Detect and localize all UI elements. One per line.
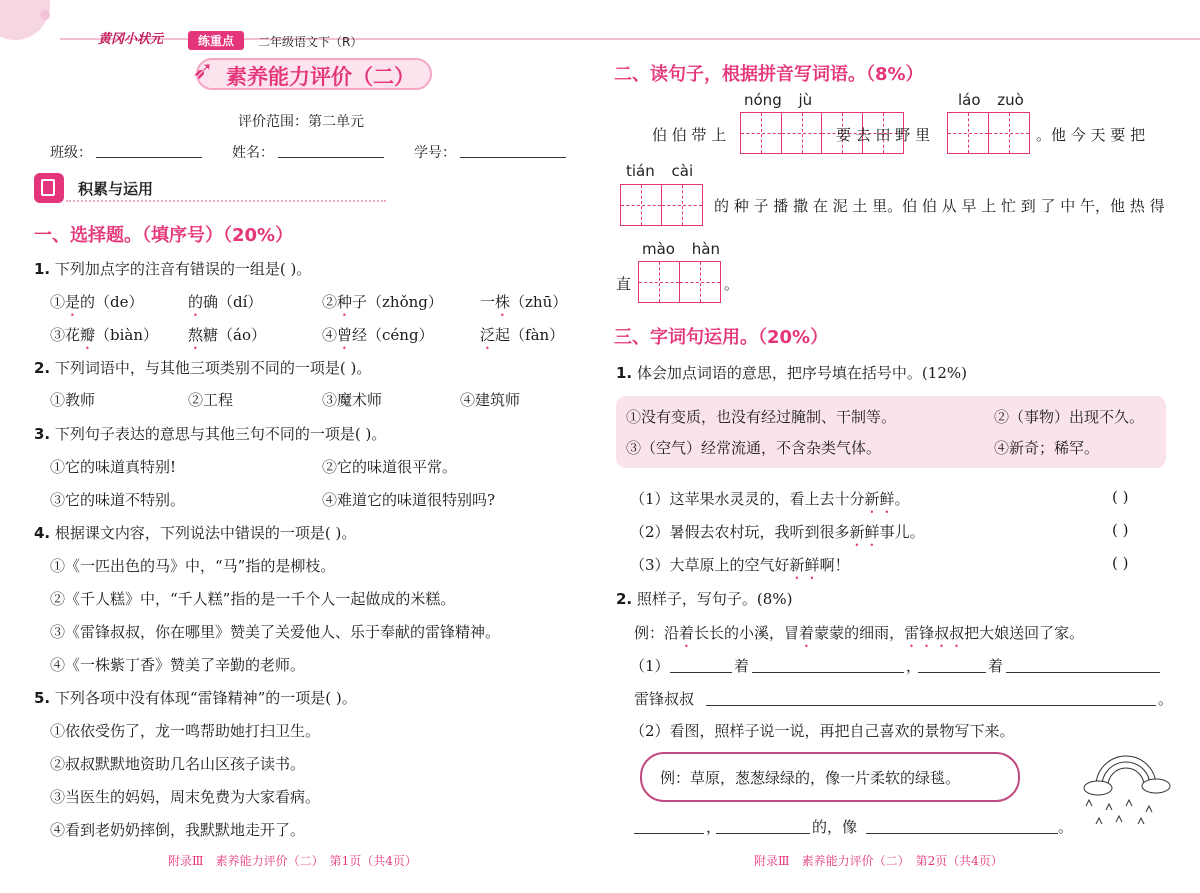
def-1: ①没有变质，也没有经过腌制、干制等。 — [626, 408, 897, 426]
badge: 练重点 — [188, 31, 244, 50]
q1-opt-3b: 熬糖（áo） — [188, 326, 266, 344]
example-sentence: 例：沿着长长的小溪，冒着蒙蒙的细雨，雷锋叔叔把大娘送回了家。 — [634, 624, 1085, 642]
page-title: 素养能力评价（二） — [226, 65, 415, 89]
line3-blank-1[interactable] — [634, 816, 704, 834]
line1-a: （1） — [630, 657, 670, 675]
line2-end: 。 — [1158, 690, 1174, 708]
q3-opt-4[interactable]: ④难道它的味道很特别吗? — [322, 491, 496, 509]
line3-c: 的，像 — [812, 818, 858, 836]
q1-stem: 1. 下列加点字的注音有错误的一组是( )。 — [34, 260, 312, 278]
id-label: 学号： — [414, 145, 456, 161]
s1-part-b: 要 去 田 野 里 — [836, 126, 931, 144]
s3-part-a: 直 — [616, 275, 632, 293]
pinyin-2: láo zuò — [958, 91, 1024, 109]
line2-blank[interactable] — [706, 688, 1156, 706]
left-footer: 附录Ⅲ 素养能力评价（二） 第1页（共4页） — [168, 854, 417, 868]
tian-group-2[interactable] — [947, 112, 1030, 158]
scroll-text: 例：草原，葱葱绿绿的，像一片柔软的绿毯。 — [660, 769, 961, 787]
tian-group-3[interactable] — [620, 184, 703, 230]
q1-opt-1b: 的确（dí） — [188, 293, 263, 311]
book-icon-inner — [41, 179, 55, 196]
q2-opt-1[interactable]: ①教师 — [50, 391, 96, 409]
q1-opt-4b: 泛起（fàn） — [480, 326, 565, 344]
s1-part-c: 。他 今 天 要 把 — [1036, 126, 1146, 144]
q5-opt-1[interactable]: ①依依受伤了，龙一鸣帮助她打扫卫生。 — [50, 722, 321, 740]
line2-label: 雷锋叔叔 — [634, 690, 695, 708]
line3-b: ， — [706, 818, 722, 836]
corner-bubble — [40, 10, 50, 20]
line1-blank-2[interactable] — [752, 655, 904, 673]
line3-blank-2[interactable] — [716, 816, 810, 834]
q3-opt-3[interactable]: ③它的味道不特别。 — [50, 491, 186, 509]
q5-opt-3[interactable]: ③当医生的妈妈，周末免费为大家看病。 — [50, 788, 321, 806]
r-q2-stem: 2. 照样子，写句子。(8%) — [616, 590, 793, 608]
logo: 黄冈小状元 — [98, 32, 164, 47]
r-q1-stem: 1. 体会加点词语的意思，把序号填在括号中。(12%) — [616, 364, 967, 382]
line1-b: 着 — [734, 657, 750, 675]
q2-opt-2[interactable]: ②工程 — [188, 391, 234, 409]
line1-c: ， — [906, 657, 922, 675]
q5-opt-4[interactable]: ④看到老奶奶摔倒，我默默地走开了。 — [50, 821, 306, 839]
q4-stem: 4. 根据课文内容，下列说法中错误的一项是( )。 — [34, 524, 357, 542]
q1-opt-2[interactable]: ②种子（zhǒng） — [322, 293, 443, 311]
rainbow-illustration — [1076, 736, 1176, 830]
module-underline — [66, 200, 386, 202]
item-3: （3）大草原上的空气好新鲜啊！ — [630, 556, 850, 574]
scope: 评价范围：第二单元 — [238, 114, 364, 130]
class-field[interactable] — [96, 143, 202, 158]
id-field[interactable] — [460, 143, 566, 158]
sub-question-2: （2）看图，照样子说一说，再把自己喜欢的景物写下来。 — [630, 722, 1015, 740]
line1-blank-1[interactable] — [670, 655, 732, 673]
section-3-title: 三、字词句运用。（20%） — [614, 327, 829, 348]
q3-opt-2[interactable]: ②它的味道很平常。 — [322, 458, 458, 476]
item-2-answer[interactable]: ( ) — [1112, 521, 1129, 539]
item-1: （1）这苹果水灵灵的，看上去十分新鲜。 — [630, 490, 910, 508]
item-3-answer[interactable]: ( ) — [1112, 554, 1129, 572]
def-4: ④新奇；稀罕。 — [994, 439, 1100, 457]
s2-text: 的 种 子 播 撒 在 泥 土 里。伯 伯 从 早 上 忙 到 了 中 午，他 热 得 — [714, 197, 1165, 215]
q3-stem: 3. 下列句子表达的意思与其他三句不同的一项是( )。 — [34, 425, 387, 443]
corner-decoration — [0, 0, 50, 40]
q4-opt-4[interactable]: ④《一株紫丁香》赞美了辛勤的老师。 — [50, 656, 306, 674]
line3-d: 。 — [1058, 818, 1074, 836]
q5-opt-2[interactable]: ②叔叔默默地资助几名山区孩子读书。 — [50, 755, 306, 773]
line1-d: 着 — [988, 657, 1004, 675]
s1-part-a: 伯 伯 带 上 — [652, 126, 727, 144]
q1-opt-4[interactable]: ④曾经（céng） — [322, 326, 434, 344]
line1-blank-4[interactable] — [1006, 655, 1160, 673]
line1-blank-3[interactable] — [918, 655, 986, 673]
q4-opt-2[interactable]: ②《千人糕》中，“千人糕”指的是一千个人一起做成的米糕。 — [50, 590, 456, 608]
q4-opt-3[interactable]: ③《雷锋叔叔，你在哪里》赞美了关爱他人、乐于奉献的雷锋精神。 — [50, 623, 501, 641]
line3-blank-3[interactable] — [866, 816, 1058, 834]
module-title: 积累与运用 — [78, 180, 154, 198]
rocket-icon: ➶ — [192, 56, 214, 86]
s3-part-b: 。 — [724, 275, 740, 293]
right-footer: 附录Ⅲ 素养能力评价（二） 第2页（共4页） — [754, 854, 1003, 868]
q1-opt-1[interactable]: ①是的（de） — [50, 293, 144, 311]
pinyin-1: nóng jù — [744, 91, 813, 109]
item-1-answer[interactable]: ( ) — [1112, 488, 1129, 506]
q2-opt-3[interactable]: ③魔术师 — [322, 391, 383, 409]
pinyin-3: tián cài — [626, 162, 694, 180]
section-2-title: 二、读句子，根据拼音写词语。（8%） — [614, 64, 924, 85]
q3-opt-1[interactable]: ①它的味道真特别! — [50, 458, 177, 476]
item-2: （2）暑假去农村玩，我听到很多新鲜事儿。 — [630, 523, 925, 541]
q1-opt-3[interactable]: ③花瓣（biàn） — [50, 326, 159, 344]
name-label: 姓名： — [232, 145, 274, 161]
q1-opt-2b: 一株（zhū） — [480, 293, 568, 311]
q5-stem: 5. 下列各项中没有体现“雷锋精神”的一项是( )。 — [34, 689, 357, 707]
grade-label: 二年级语文下（R） — [258, 35, 363, 49]
class-label: 班级： — [50, 145, 92, 161]
pinyin-4: mào hàn — [642, 240, 720, 258]
section-1-title: 一、选择题。（填序号）（20%） — [34, 225, 294, 246]
q2-stem: 2. 下列词语中，与其他三项类别不同的一项是( )。 — [34, 359, 372, 377]
header-band-right — [600, 38, 1200, 40]
q4-opt-1[interactable]: ①《一匹出色的马》中，“马”指的是柳枝。 — [50, 557, 336, 575]
def-2: ②（事物）出现不久。 — [994, 408, 1145, 426]
name-field[interactable] — [278, 143, 384, 158]
def-3: ③（空气）经常流通，不含杂类气体。 — [626, 439, 882, 457]
tian-group-4[interactable] — [638, 261, 721, 307]
q2-opt-4[interactable]: ④建筑师 — [460, 391, 521, 409]
